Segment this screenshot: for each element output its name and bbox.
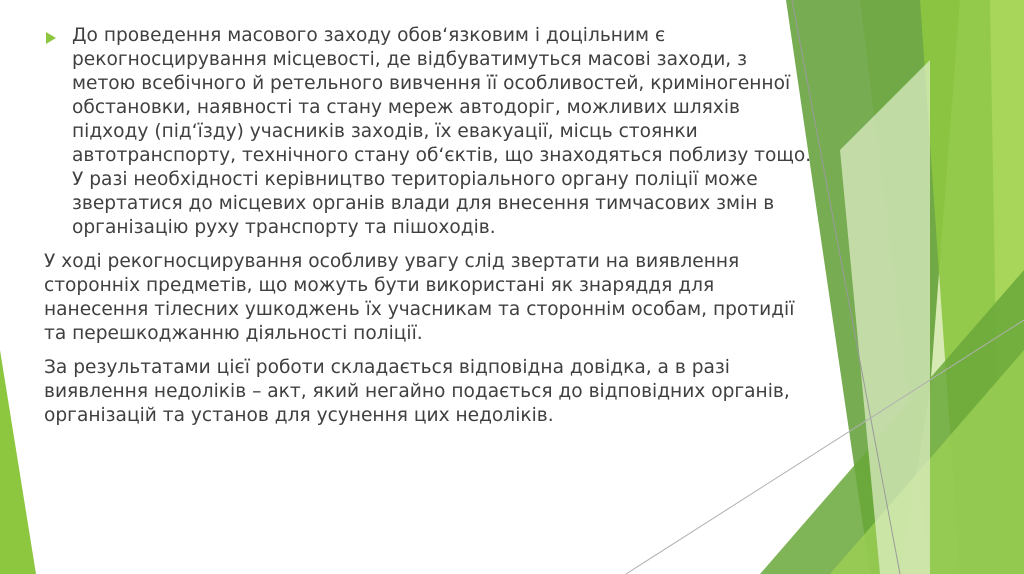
paragraph-3-line-2: виявлення недоліків – акт, який негайно подається до відповідних органів, <box>44 381 790 402</box>
bullet-line-5: підходу (під‘їзду) учасників заходів, їх евакуації, місць стоянки <box>72 121 698 142</box>
bullet-line-1: До проведення масового заходу обов‘язковим і доцільним є <box>72 25 666 46</box>
bullet-line-9: організацію руху транспорту та пішоходів. <box>72 217 496 238</box>
paragraph-2-line-1: У ході рекогносцирування особливу увагу слід звертати на виявлення <box>44 251 740 272</box>
paragraph-2-line-2: сторонніх предметів, що можуть бути використані як знаряддя для <box>44 275 715 296</box>
paragraph-3-line-3: організацій та установ для усунення цих недоліків. <box>44 405 554 426</box>
left-green-sliver <box>0 350 36 574</box>
bullet-line-8: звертатися до місцевих органів влади для внесення тимчасових змін в <box>72 193 775 214</box>
bullet-line-4: обстановки, наявності та стану мереж автодоріг, можливих шляхів <box>72 97 740 118</box>
paragraph-2-line-3: нанесення тілесних ушкоджень їх учасникам та стороннім особам, протидії <box>44 299 795 320</box>
bullet-line-6: автотранспорту, технічного стану об‘єктів, що знаходяться поблизу тощо. <box>72 145 812 166</box>
paragraph-2-line-4: та перешкоджанню діяльності поліції. <box>44 323 423 344</box>
bullet-line-2: рекогносцирування місцевості, де відбуватимуться масові заходи, з <box>72 49 747 70</box>
bullet-line-7: У разі необхідності керівництво територіального органу поліції може <box>72 169 758 190</box>
paragraph-results <box>44 356 824 428</box>
bullet-line-3: метою всебічного й ретельного вивчення її особливостей, криміногенної <box>72 73 791 94</box>
paragraph-3-line-1: За результатами цієї роботи складається відповідна довідка, а в разі <box>44 357 730 378</box>
slide-content <box>44 24 824 438</box>
bullet-arrow-icon <box>46 32 56 44</box>
bullet-paragraph <box>44 24 824 240</box>
paragraph-reconnaissance <box>44 250 824 346</box>
